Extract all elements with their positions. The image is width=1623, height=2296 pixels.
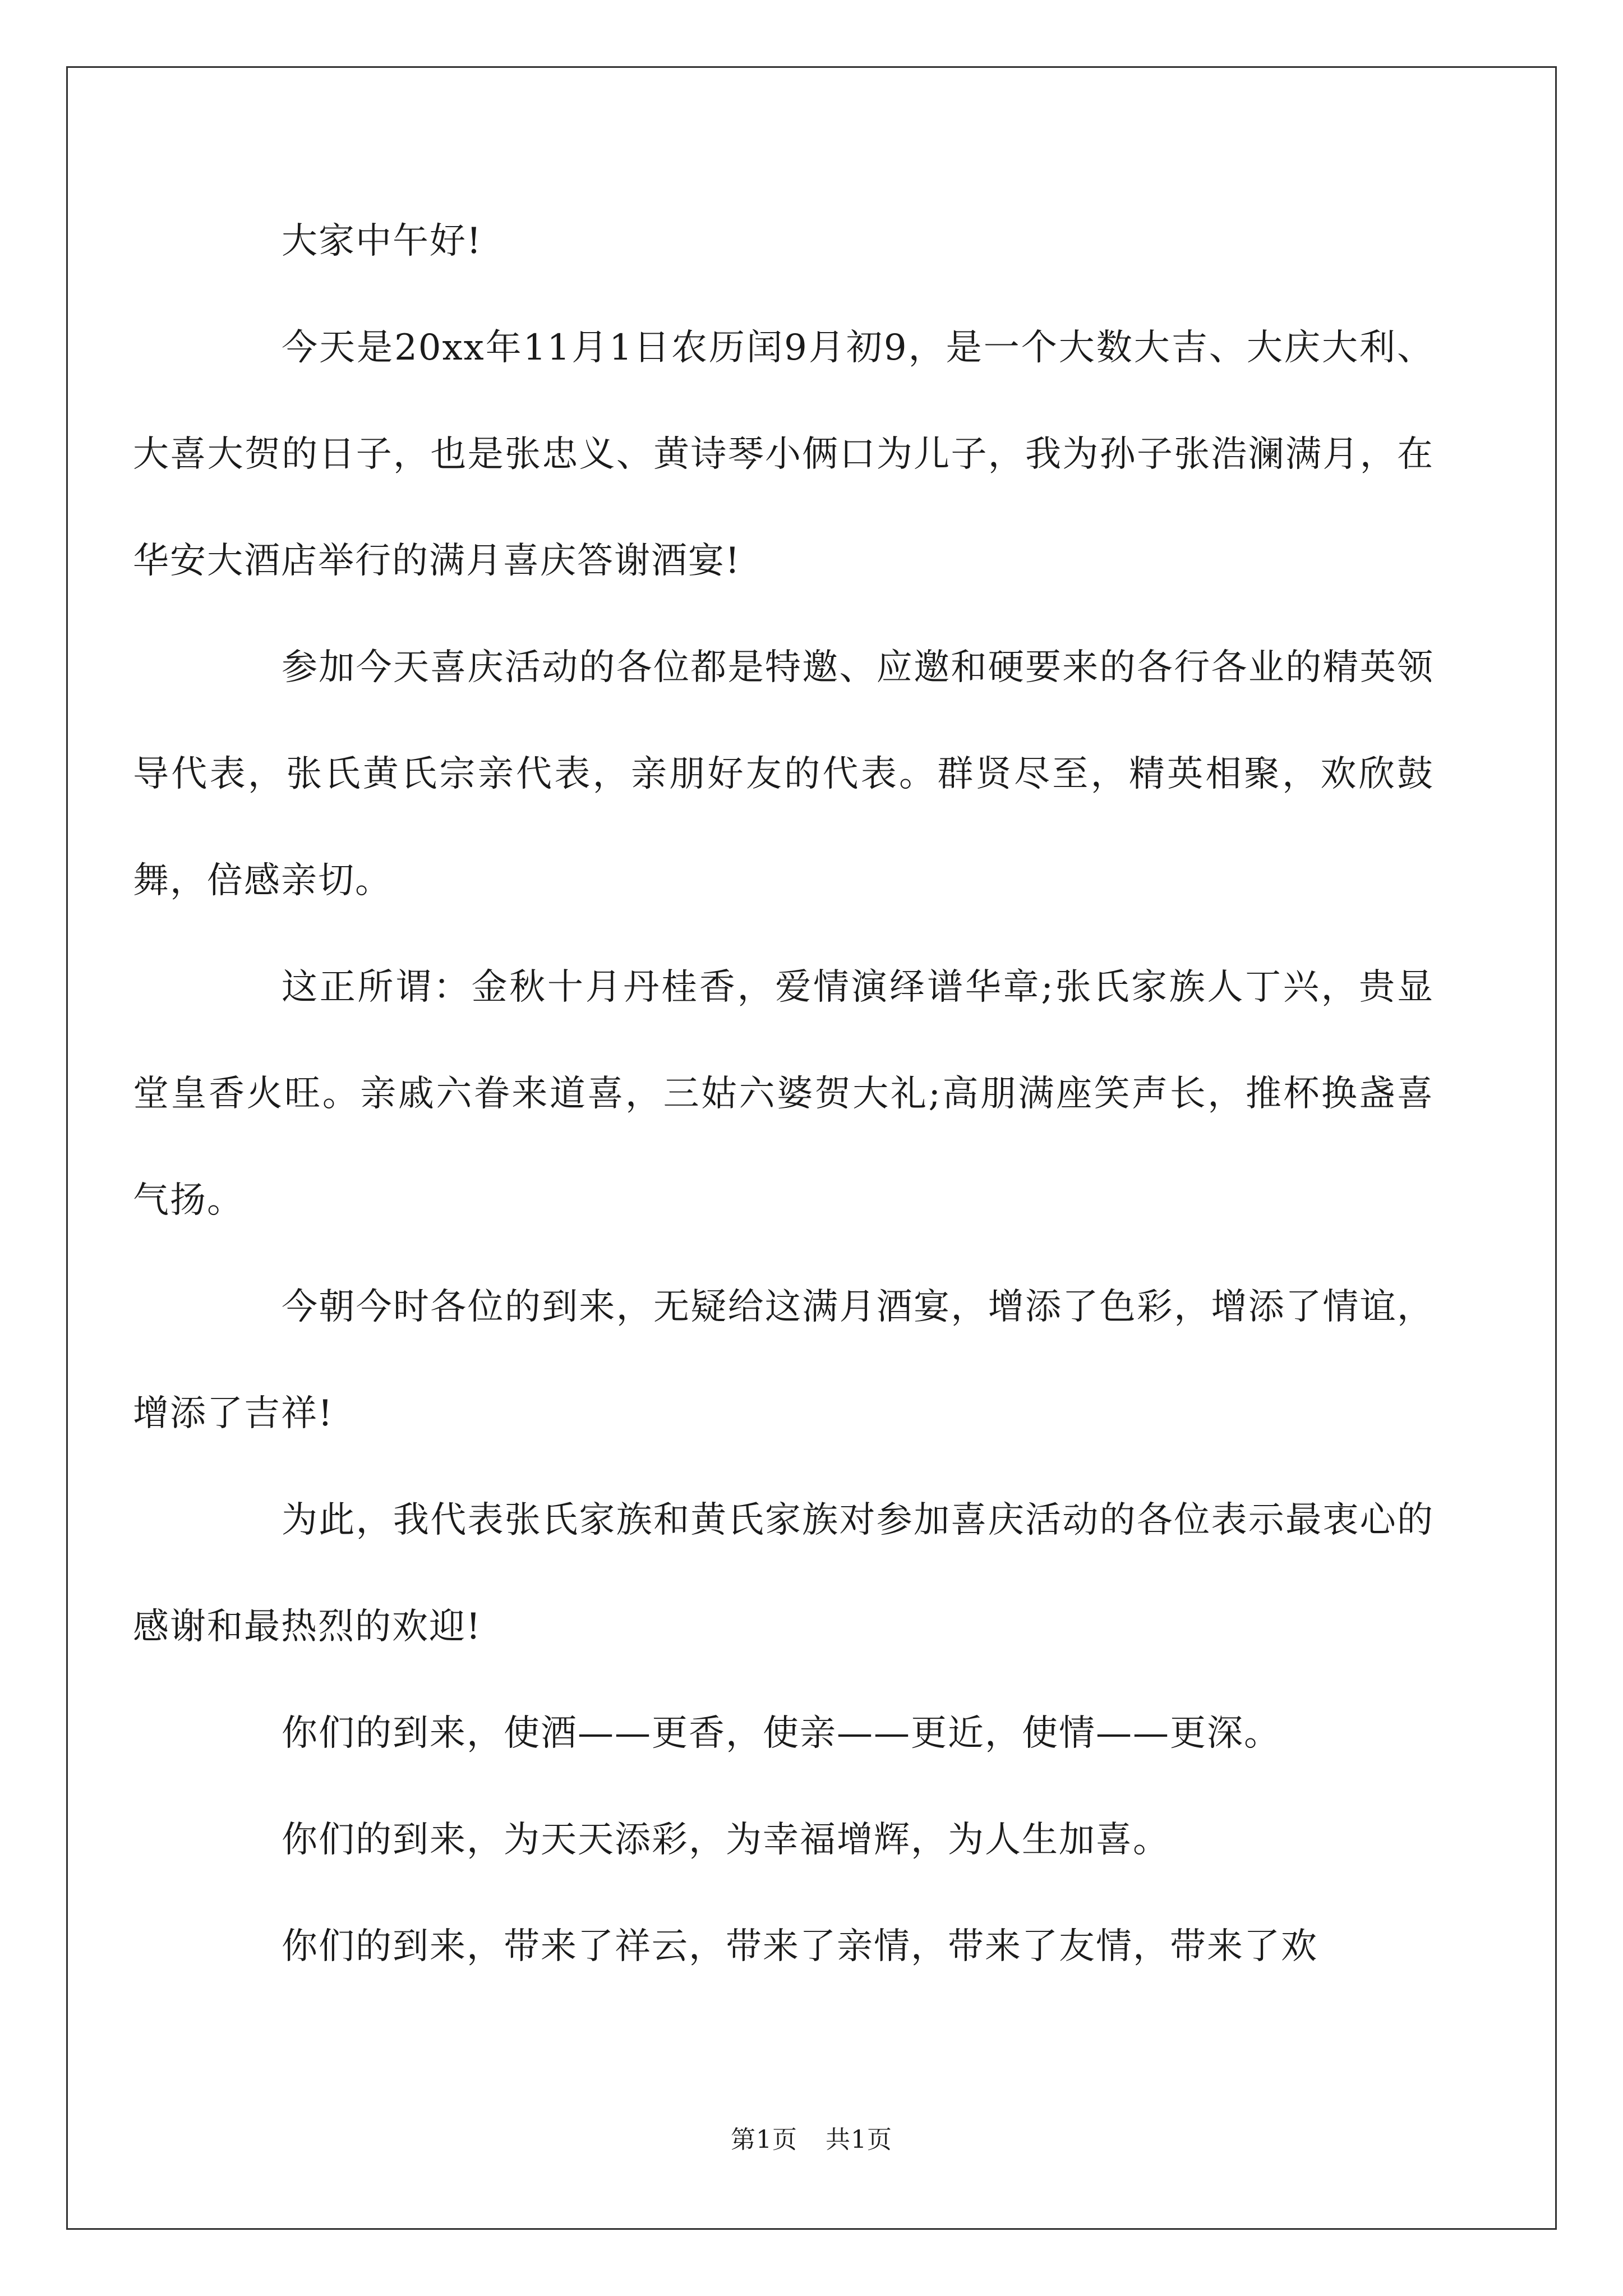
page-total: 共1页 [826,2125,892,2154]
paragraph-happiness: 你们的到来，为天天添彩，为幸福增辉，为人生加喜。 [282,1819,1170,1861]
document-body [133,188,1434,2000]
paragraph-greeting: 大家中午好! [282,220,482,262]
page-number: 第1页 [731,2125,797,2154]
page-footer [0,2119,1623,2155]
paragraph-thanks: 为此，我代表张氏家族和黄氏家族对参加喜庆活动的各位表示最衷心的感谢和最热烈的欢迎! [133,1499,1434,1648]
paragraph-wine: 你们的到来，使酒——更香，使亲——更近，使情——更深。 [282,1713,1281,1754]
paragraph-guests: 参加今天喜庆活动的各位都是特邀、应邀和硬要来的各行各业的精英领导代表，张氏黄氏宗亲代表，亲朋好友的代表。群贤尽至，精英相聚，欢欣鼓舞，倍感亲切。 [133,647,1434,901]
paragraph-poem: 这正所谓：金秋十月丹桂香，爱情演绎谱华章;张氏家族人丁兴，贵显堂皇香火旺。亲戚六眷来道喜，三姑六婆贺大礼;高朋满座笑声长，推杯换盏喜气扬。 [133,967,1434,1221]
paragraph-occasion: 今天是20xx年11月1日农历闰9月初9，是一个大数大吉、大庆大利、大喜大贺的日子，也是张忠义、黄诗琴小俩口为儿子，我为孙子张浩澜满月，在华安大酒店举行的满月喜庆答谢酒宴! [133,327,1434,582]
paragraph-blessings: 你们的到来，带来了祥云，带来了亲情，带来了友情，带来了欢 [282,1926,1318,1967]
paragraph-arrival: 今朝今时各位的到来，无疑给这满月酒宴，增添了色彩，增添了情谊，增添了吉祥! [133,1286,1434,1434]
